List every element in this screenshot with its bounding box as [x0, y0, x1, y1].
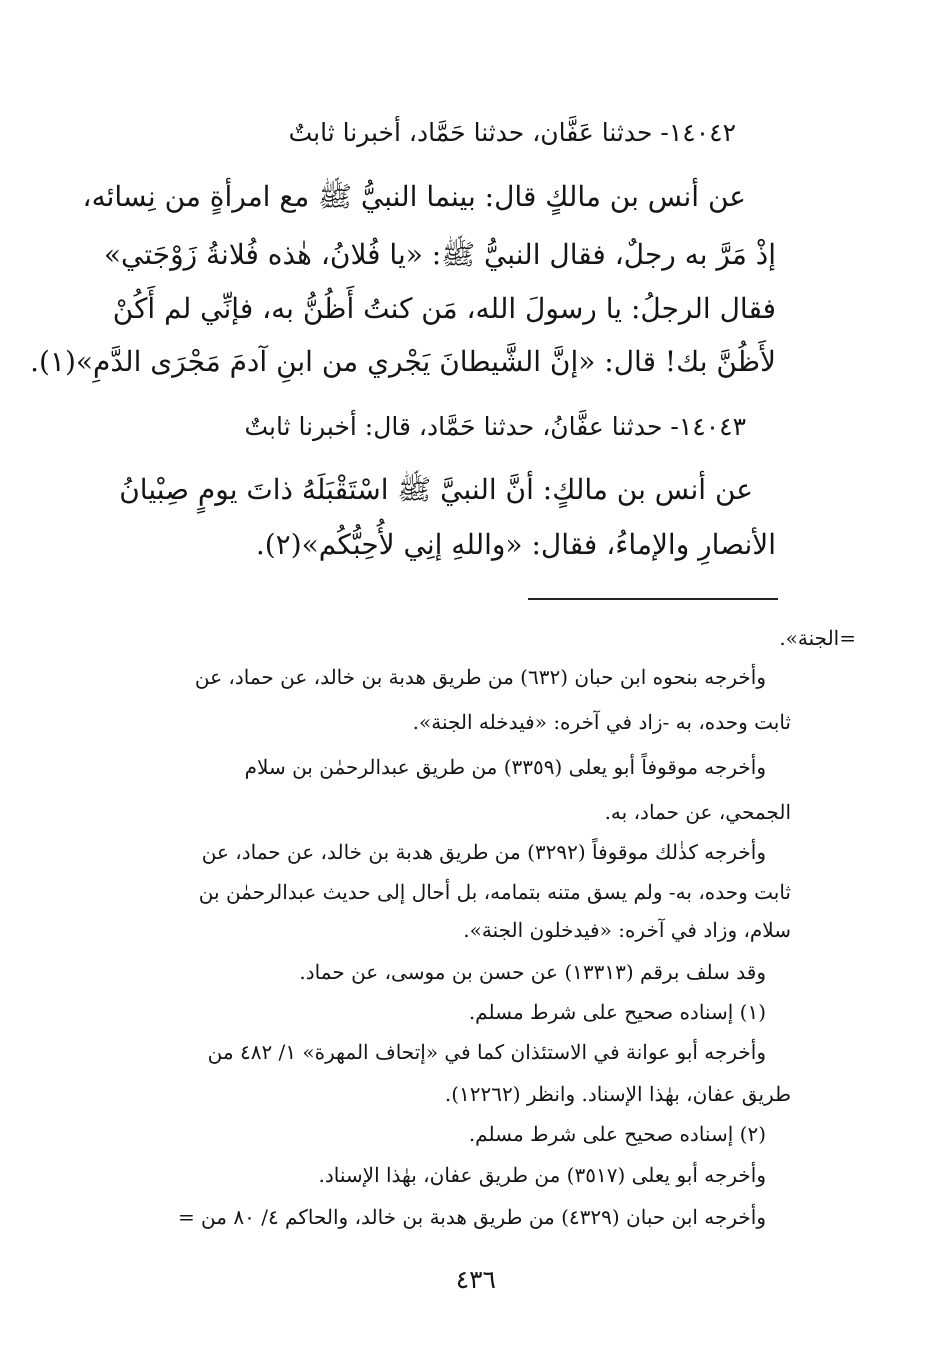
hadith-14043-line-2: الأنصارِ والإماءُ، فقال: «واللهِ إنِي لأُحِبُّكُم»(٢). [255, 528, 776, 561]
footnote-line-8: سلام، وزاد في آخره: «فيدخلون الجنة». [463, 918, 791, 942]
footnote-line-10: (١) إسناده صحيح على شرط مسلم. [468, 1000, 766, 1024]
footnote-line-7: ثابت وحده، به- ولم يسق متنه بتمامه، بل أحال إلى حديث عبدالرحمٰن بن [198, 880, 791, 904]
footnote-line-4: وأخرجه موقوفاً أبو يعلى (٣٣٥٩) من طريق عبدالرحمٰن بن سلام [244, 755, 766, 779]
footnote-line-12: طريق عفان، بهٰذا الإسناد. وانظر (١٢٢٦٢). [444, 1082, 791, 1106]
footnote-line-9: وقد سلف برقم (١٣٣١٣) عن حسن بن موسى، عن حماد. [299, 960, 766, 984]
footnote-line-5: الجمحي، عن حماد، به. [604, 800, 791, 824]
hadith-14042-line-4: لأَظُنَّ بك! قال: «إنَّ الشَّيطانَ يَجْري من ابنِ آدمَ مَجْرَى الدَّمِ»(١). [30, 345, 776, 378]
footnote-line-2: وأخرجه بنحوه ابن حبان (٦٣٢) من طريق هدبة بن خالد، عن حماد، عن [194, 665, 766, 689]
page-number: ٤٣٦ [455, 1265, 496, 1294]
footnote-line-6: وأخرجه كذٰلك موقوفاً (٣٢٩٢) من طريق هدبة بن خالد، عن حماد، عن [201, 840, 766, 864]
hadith-14043-header: ١٤٠٤٣- حدثنا عفَّانُ، حدثنا حَمَّاد، قال: أخبرنا ثابتٌ [244, 412, 746, 441]
hadith-14042-header: ١٤٠٤٢- حدثنا عَفَّان، حدثنا حَمَّاد، أخبرنا ثابتٌ [288, 118, 736, 147]
footnote-line-14: وأخرجه أبو يعلى (٣٥١٧) من طريق عفان، بهٰذا الإسناد. [318, 1163, 766, 1187]
footnote-line-1: =الجنة». [779, 626, 856, 650]
footnote-line-11: وأخرجه أبو عوانة في الاستئذان كما في «إتحاف المهرة» ١/ ٤٨٢ من [207, 1040, 766, 1064]
footnote-line-15: وأخرجه ابن حبان (٤٣٢٩) من طريق هدبة بن خالد، والحاكم ٤/ ٨٠ من = [177, 1205, 766, 1229]
footnote-line-3: ثابت وحده، به -زاد في آخره: «فيدخله الجنة». [412, 710, 791, 734]
hadith-14042-line-1: عن أنس بن مالكٍ قال: بينما النبيُّ ﷺ مع امرأةٍ من نِسائه، [82, 180, 746, 213]
footnote-separator [528, 598, 778, 600]
hadith-14042-line-2: إذْ مَرَّ به رجلٌ، فقال النبيُّ ﷺ: «يا فُلانُ، هٰذه فُلانةُ زَوْجَتي» [103, 238, 776, 271]
hadith-14043-line-1: عن أنس بن مالكٍ: أنَّ النبيَّ ﷺ اسْتَقْبَلَهُ ذاتَ يومٍ صِبْيانُ [119, 473, 753, 506]
hadith-14042-line-3: فقال الرجلُ: يا رسولَ الله، مَن كنتُ أَظُنُّ به، فإنِّي لم أَكُنْ [112, 292, 776, 325]
footnote-line-13: (٢) إسناده صحيح على شرط مسلم. [468, 1122, 766, 1146]
